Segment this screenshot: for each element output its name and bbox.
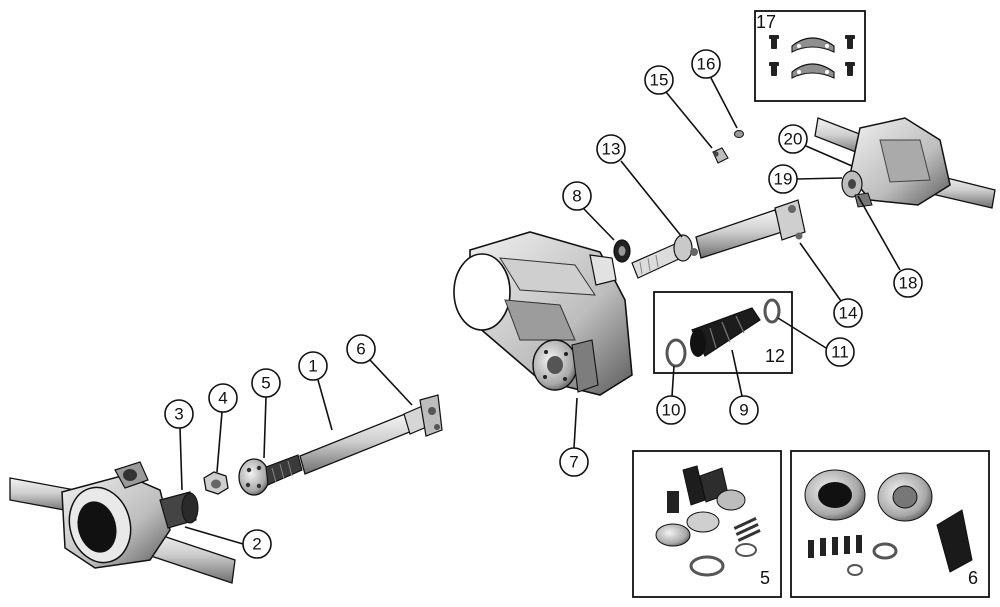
callout-11: 11: [831, 342, 849, 362]
callout-4: 4: [218, 388, 228, 408]
callout-group-15: [645, 66, 712, 148]
callout-3: 3: [174, 404, 184, 424]
callout-20: 20: [783, 129, 803, 149]
strap-washer: [735, 131, 744, 138]
callout-7: 7: [569, 452, 579, 472]
callout-2: 2: [252, 534, 262, 554]
callout-9: 9: [739, 400, 749, 420]
kit-label-6: 6: [967, 568, 979, 588]
front-axle-assembly: [10, 462, 235, 583]
callout-group-5: [252, 369, 280, 458]
callout-group-10: [657, 366, 685, 424]
callout-18: 18: [898, 273, 918, 293]
strap-bolt: [713, 148, 728, 163]
callout-10: 10: [661, 400, 681, 420]
callout-group-7: [560, 398, 588, 476]
callout-group-4: [209, 384, 237, 472]
front-driveshaft: [239, 395, 442, 495]
rear-output-seal: [614, 240, 630, 262]
cv-joint-kit-inset: [633, 451, 781, 597]
callout-15: 15: [649, 70, 669, 90]
callout-group-8: [563, 182, 614, 240]
callout-group-18: [858, 196, 922, 297]
callout-16: 16: [696, 54, 716, 74]
cv-flange-kit-inset: [791, 451, 989, 597]
callout-13: 13: [601, 139, 621, 159]
callout-14: 14: [838, 303, 858, 323]
callout-19: 19: [773, 169, 793, 189]
pinion-nut: [204, 472, 228, 494]
rear-axle-assembly: [815, 118, 995, 208]
callout-group-1: [299, 352, 332, 430]
transfer-case: [454, 232, 632, 395]
kit-label-5: 5: [759, 568, 771, 588]
callout-6: 6: [356, 339, 366, 359]
callout-8: 8: [572, 186, 582, 206]
callout-5: 5: [261, 373, 271, 393]
callout-group-13: [597, 135, 682, 237]
callout-17: 17: [755, 12, 777, 32]
callout-group-16: [692, 50, 737, 128]
strap-kit-group: [755, 11, 865, 101]
callout-group-6: [347, 335, 412, 405]
callout-12: 12: [764, 346, 786, 366]
callout-group-3: [165, 400, 193, 490]
rear-driveshaft: [632, 200, 805, 278]
callout-group-14: [800, 243, 862, 327]
callout-group-19: [769, 165, 842, 193]
callout-1: 1: [308, 356, 318, 376]
